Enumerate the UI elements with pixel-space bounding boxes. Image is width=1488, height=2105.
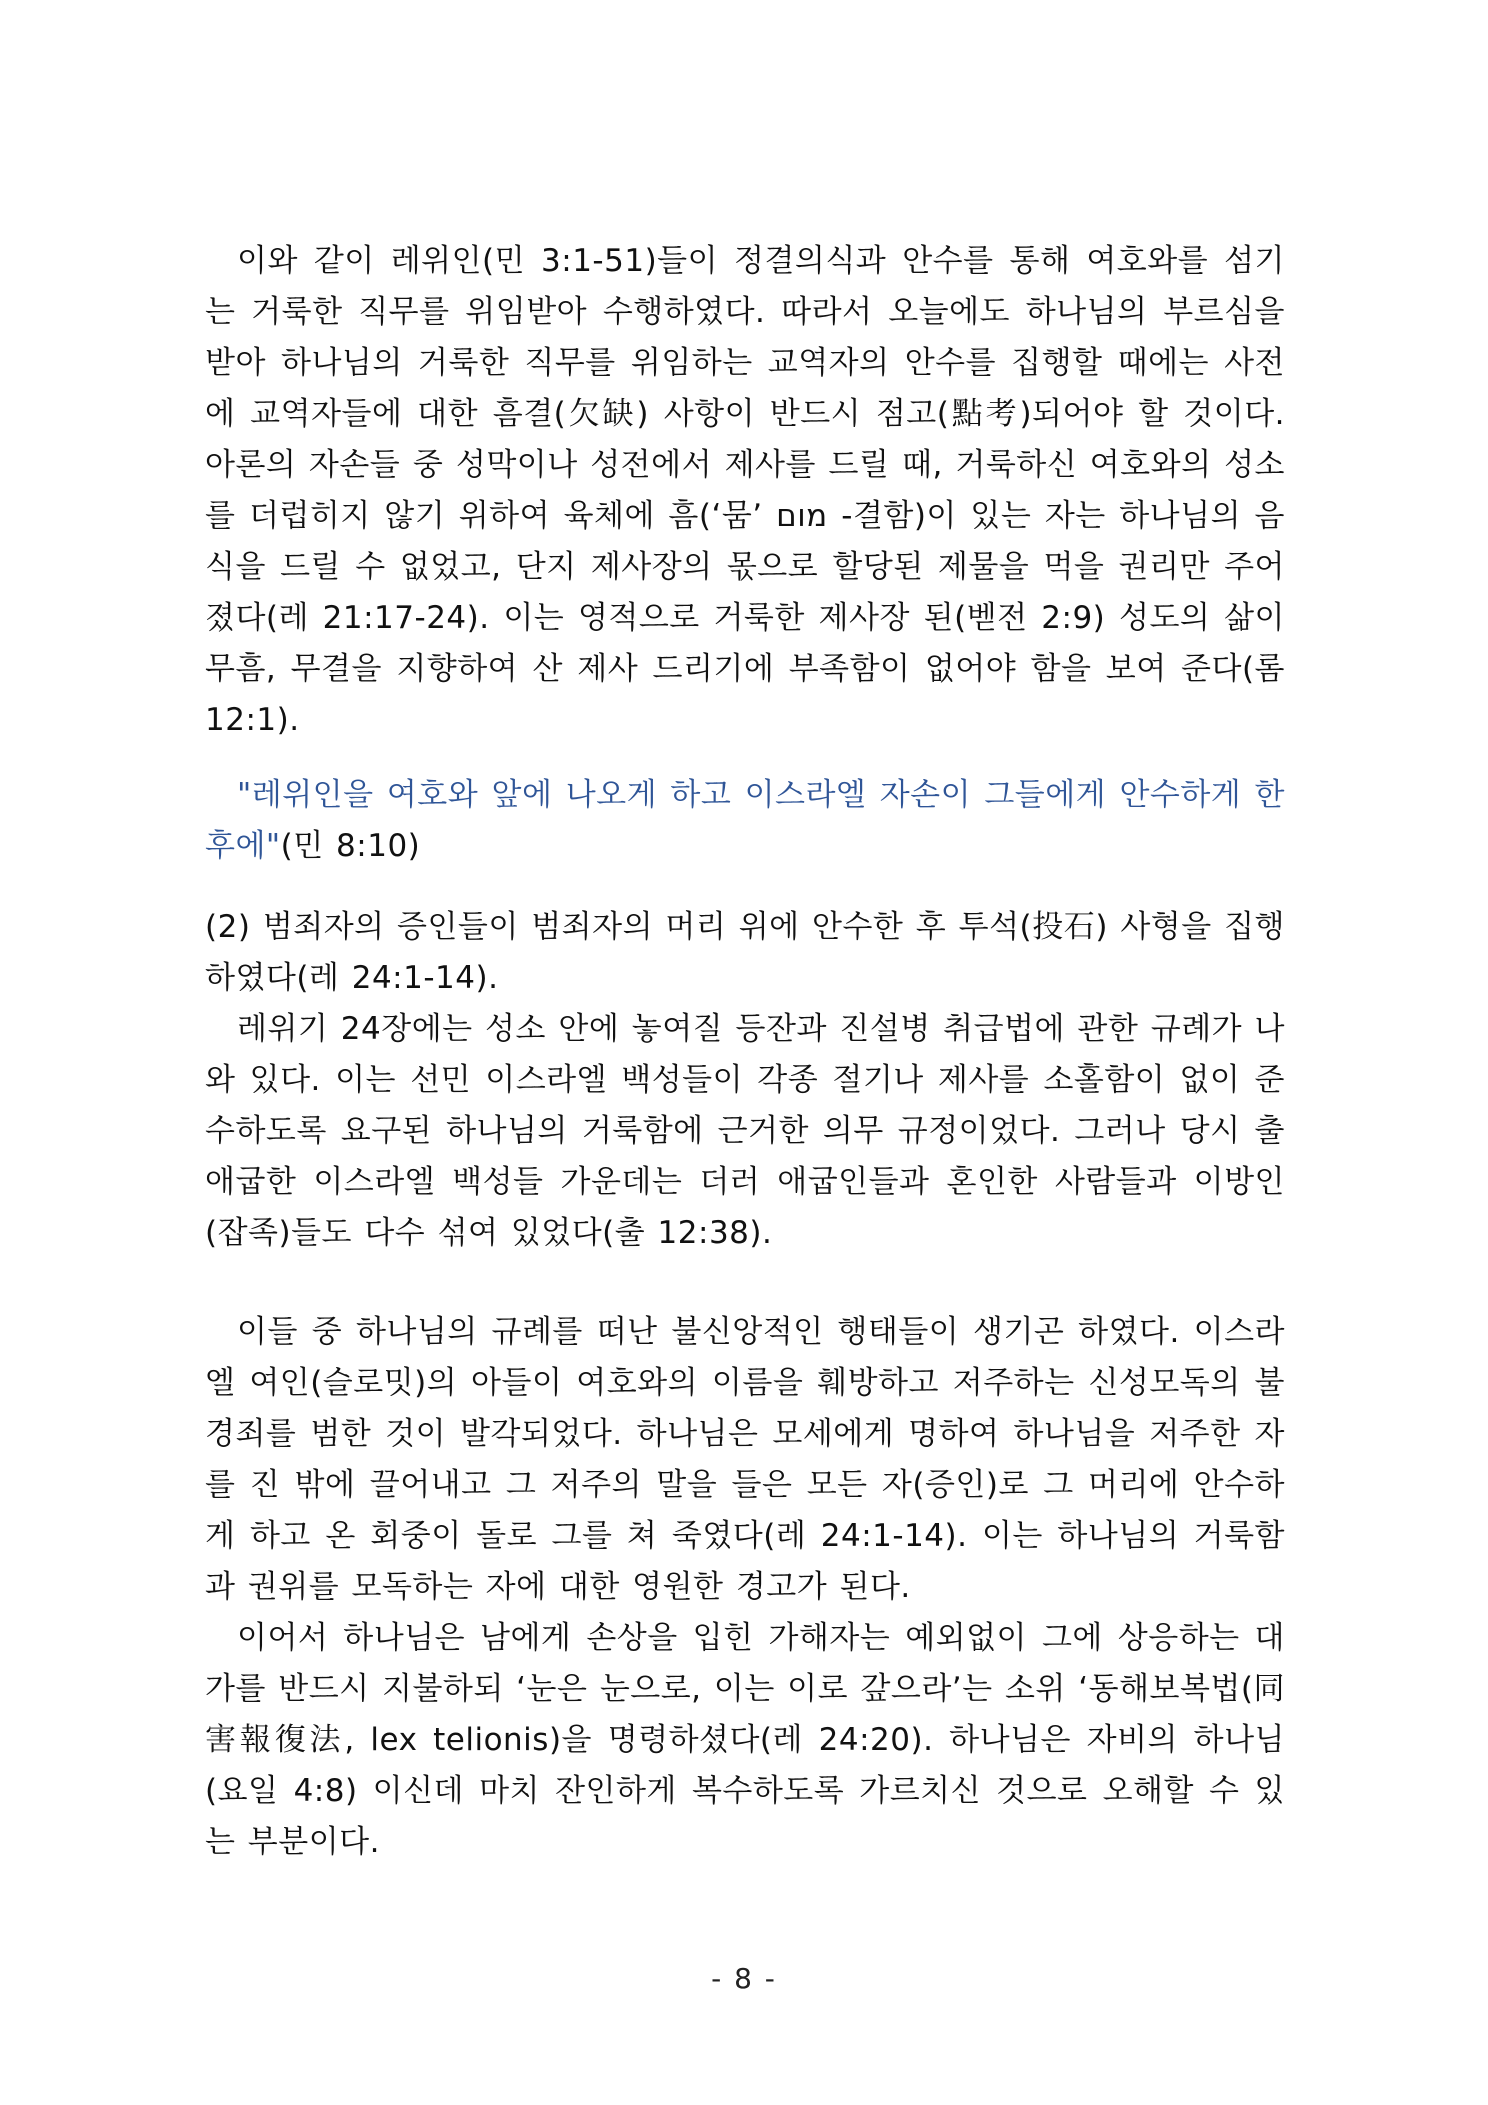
paragraph-leviticus-24: 레위기 24장에는 성소 안에 놓여질 등잔과 진설병 취급법에 관한 규례가 나와 있다. 이는 선민 이스라엘 백성들이 각종 절기나 제사를 소홀함이 없이 준수하도록 요구된 하나님의 거룩함에 근거한 의무 규정이었다. 그러나 당시 출애굽한 이스라엘 백성들 가운데는 더러 애굽인들과 혼인한 사람들과 이방인(잡족)들도 다수 섞여 있었다(출 12:38). (205, 1011, 1285, 1251)
spacer (205, 1259, 1285, 1307)
paragraph-levites-ordination: 이와 같이 레위인(민 3:1-51)들이 정결의식과 안수를 통해 여호와를 섬기는 거룩한 직무를 위임받아 수행하였다. 따라서 오늘에도 하나님의 부르심을 받아 하나님의 거룩한 직무를 위임하는 교역자의 안수를 집행할 때에는 사전에 교역자들에 대한 흠결(欠缺) 사항이 반드시 점고(點考)되어야 할 것이다. 아론의 자손들 중 성막이나 성전에서 제사를 드릴 때, 거룩하신 여호와의 성소를 더럽히지 않기 위하여 육체에 흠(‘뭄’ מום -결함)이 있는 자는 하나님의 음식을 드릴 수 없었고, 단지 제사장의 몫으로 할당된 제물을 먹을 권리만 주어졌다(레 21:17-24). 이는 영적으로 거룩한 제사장 된(벧전 2:9) 성도의 삶이 무흠, 무결을 지향하여 산 제사 드리기에 부족함이 없어야 함을 보여 준다(롬 12:1). (205, 243, 1285, 738)
document-body (205, 236, 1285, 1868)
section-heading-2: (2) 범죄자의 증인들이 범죄자의 머리 위에 안수한 후 투석(投石) 사형을 집행하였다(레 24:1-14). (205, 909, 1285, 996)
paragraph-blasphemy: 이들 중 하나님의 규례를 떠난 불신앙적인 행태들이 생기곤 하였다. 이스라엘 여인(슬로밋)의 아들이 여호와의 이름을 훼방하고 저주하는 신성모독의 불경죄를 범한 것이 발각되었다. 하나님은 모세에게 명하여 하나님을 저주한 자를 진 밖에 끌어내고 그 저주의 말을 들은 모든 자(증인)로 그 머리에 안수하게 하고 온 회중이 돌로 그를 쳐 죽였다(레 24:1-14). 이는 하나님의 거룩함과 권위를 모독하는 자에 대한 영원한 경고가 된다. (205, 1314, 1285, 1605)
paragraph-lex-talionis: 이어서 하나님은 남에게 손상을 입힌 가해자는 예외없이 그에 상응하는 대가를 반드시 지불하되 ‘눈은 눈으로, 이는 이로 갚으라’는 소위 ‘동해보복법(同害報復法, lex telionis)을 명령하셨다(레 24:20). 하나님은 자비의 하나님(요일 4:8) 이신데 마치 잔인하게 복수하도록 가르치신 것으로 오해할 수 있는 부분이다. (205, 1620, 1285, 1860)
scripture-quote-reference: (민 8:10) (280, 828, 421, 864)
page-number: - 8 - (711, 1962, 777, 1995)
spacer (205, 872, 1285, 902)
scripture-quote (205, 770, 1285, 872)
spacer (205, 746, 1285, 770)
scripture-quote-text: "레위인을 여호와 앞에 나오게 하고 이스라엘 자손이 그들에게 안수하게 한 후에" (205, 777, 1285, 864)
